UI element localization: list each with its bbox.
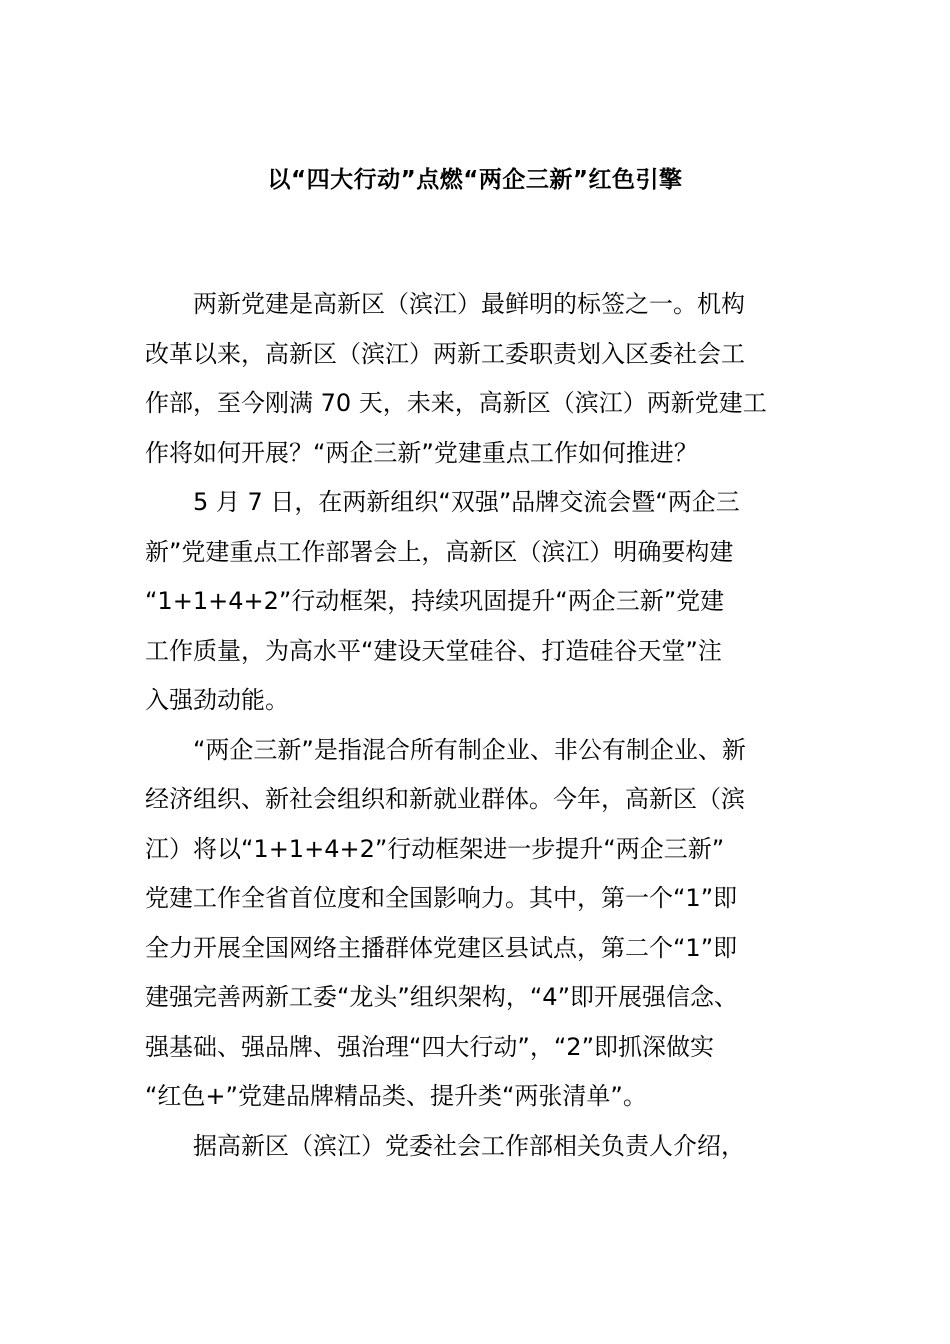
text-line: 全力开展全国网络主播群体党建区县试点，第二个“1”即	[145, 933, 738, 962]
text-line: 作部，至今刚满 70 天，未来，高新区（滨江）两新党建工	[145, 389, 767, 417]
article-body	[145, 280, 825, 1171]
text-line: 新”党建重点工作部署会上，高新区（滨江）明确要构建	[145, 537, 734, 566]
text-line: “两企三新”是指混合所有制企业、非公有制企业、新	[193, 735, 746, 764]
paragraph-4	[145, 1122, 825, 1172]
text-line: 两新党建是高新区（滨江）最鲜明的标签之一。机构	[193, 290, 745, 318]
paragraph-1	[145, 280, 825, 478]
text-line: 江）将以“1+1+4+2”行动框架进一步提升“两企三新”	[145, 834, 725, 863]
document-title: 以“四大行动”点燃“两企三新”红色引擎	[267, 167, 683, 193]
text-line: 5 月 7 日，在两新组织“双强”品牌交流会暨“两企三	[193, 488, 740, 516]
text-line: 作将如何开展？“两企三新”党建重点工作如何推进？	[145, 438, 698, 467]
text-line: “红色+”党建品牌精品类、提升类“两张清单”。	[145, 1082, 647, 1110]
text-line: 建强完善两新工委“龙头”组织架构，“4”即开展强信念、	[145, 983, 739, 1011]
text-line: 强基础、强品牌、强治理“四大行动”，“2”即抓深做实	[145, 1032, 715, 1061]
paragraph-3	[145, 726, 825, 1122]
text-line: 改革以来，高新区（滨江）两新工委职责划入区委社会工	[145, 339, 745, 368]
text-line: 据高新区（滨江）党委社会工作部相关负责人介绍，	[193, 1131, 745, 1160]
paragraph-2	[145, 478, 825, 726]
text-line: 工作质量，为高水平“建设天堂硅谷、打造硅谷天堂”注	[145, 636, 722, 665]
text-line: 入强劲动能。	[145, 686, 289, 714]
text-line: “1+1+4+2”行动框架，持续巩固提升“两企三新”党建	[145, 587, 725, 615]
text-line: 经济组织、新社会组织和新就业群体。今年，高新区（滨	[145, 785, 745, 813]
text-line: 党建工作全省首位度和全国影响力。其中，第一个“1”即	[145, 884, 738, 912]
